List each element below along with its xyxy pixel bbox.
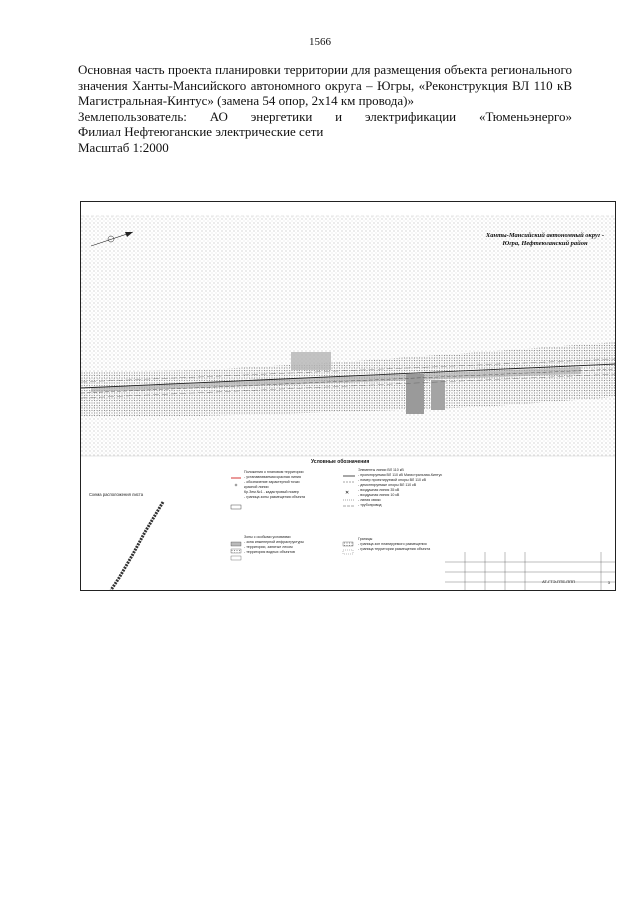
legend-item: Элементы линии ВЛ 110 кВ <box>358 468 404 472</box>
legend-column-left <box>244 470 305 500</box>
legend-item: - граница территории размещения объекта <box>358 547 431 551</box>
legend-item: - номер проектируемой опоры ВЛ 110 кВ <box>358 478 426 482</box>
terrain-area <box>81 216 616 456</box>
legend-column-right-borders <box>358 537 430 552</box>
legend-title: Условные обозначения <box>311 459 370 465</box>
legend-item: - проектируемая ВЛ 110 кВ Магистральная-Кинтус <box>358 473 443 477</box>
legend-item: Положения о плановом территории <box>244 470 304 474</box>
legend-item: - граница зоны размещения объекта <box>244 495 306 499</box>
title-line-3: Магистральная-Кинтус» (замена 54 опор, 2х14 км провода)» <box>78 93 414 108</box>
landuser-line-2: Филиал Нефтеюганские электрические сети <box>78 124 324 139</box>
landuser-line-1: Землепользователь: АО энергетики и электрификации «Тюменьэнерго» <box>78 108 572 124</box>
document-header <box>78 62 572 155</box>
planning-drawing <box>80 201 616 591</box>
title-stamp-grid <box>445 552 616 591</box>
legend-item: Границы <box>358 537 373 541</box>
legend-item: - воздушная линия 35 кВ <box>358 488 400 492</box>
title-line-1: Основная часть проекта планировки территории для размещения объекта регионального <box>78 62 572 77</box>
legend-symbols-left <box>231 478 241 560</box>
legend-item: - территории, занятые лесом <box>244 545 293 549</box>
legend-item: Зоны с особыми условиями <box>244 535 291 539</box>
svg-text:✕: ✕ <box>345 490 350 496</box>
sheet-location-scheme <box>111 502 163 590</box>
legend-item: - демонтируемые опоры ВЛ 110 кВ <box>358 483 417 487</box>
drawing-graphics <box>81 202 616 591</box>
forest-block <box>406 374 424 414</box>
legend-symbols-right <box>343 476 355 554</box>
sheet-number: 3 <box>607 580 610 585</box>
legend-item: Кр.Зем.№1 - кадастровый номер <box>244 490 299 494</box>
scale-line: Масштаб 1:2000 <box>78 139 169 155</box>
title-line-2: значения Ханты-Мансийского автономного округа – Югры, «Реконструкция ВЛ 110 кВ <box>78 77 572 93</box>
region-label: Ханты-Мансийский автономный округ - Югра, Нефтеюганский район <box>485 232 605 247</box>
stamp-code: АТ-ГТЭ-ПТЕ-ППП <box>542 579 575 584</box>
page-number: 1566 <box>309 36 331 48</box>
legend-column-left-zones <box>244 535 304 555</box>
legend-item: - территория водных объектов <box>244 550 295 554</box>
legend-item: - зона инженерной инфраструктуры <box>244 540 304 544</box>
legend-column-right <box>358 468 442 508</box>
legend-item: - трубопровод <box>358 503 382 507</box>
legend-item: - устанавливаемая красная линия <box>244 475 301 479</box>
legend-item: - обозначение характерной точки <box>244 480 300 484</box>
legend-item: - линия связи <box>358 498 381 502</box>
legend-item: красной линии <box>244 485 269 489</box>
legend-item: - граница зон планируемого размещения <box>358 542 427 546</box>
scheme-label: Схема расположения листа <box>89 492 144 497</box>
legend-item: - воздушная линия 10 кВ <box>358 493 400 497</box>
